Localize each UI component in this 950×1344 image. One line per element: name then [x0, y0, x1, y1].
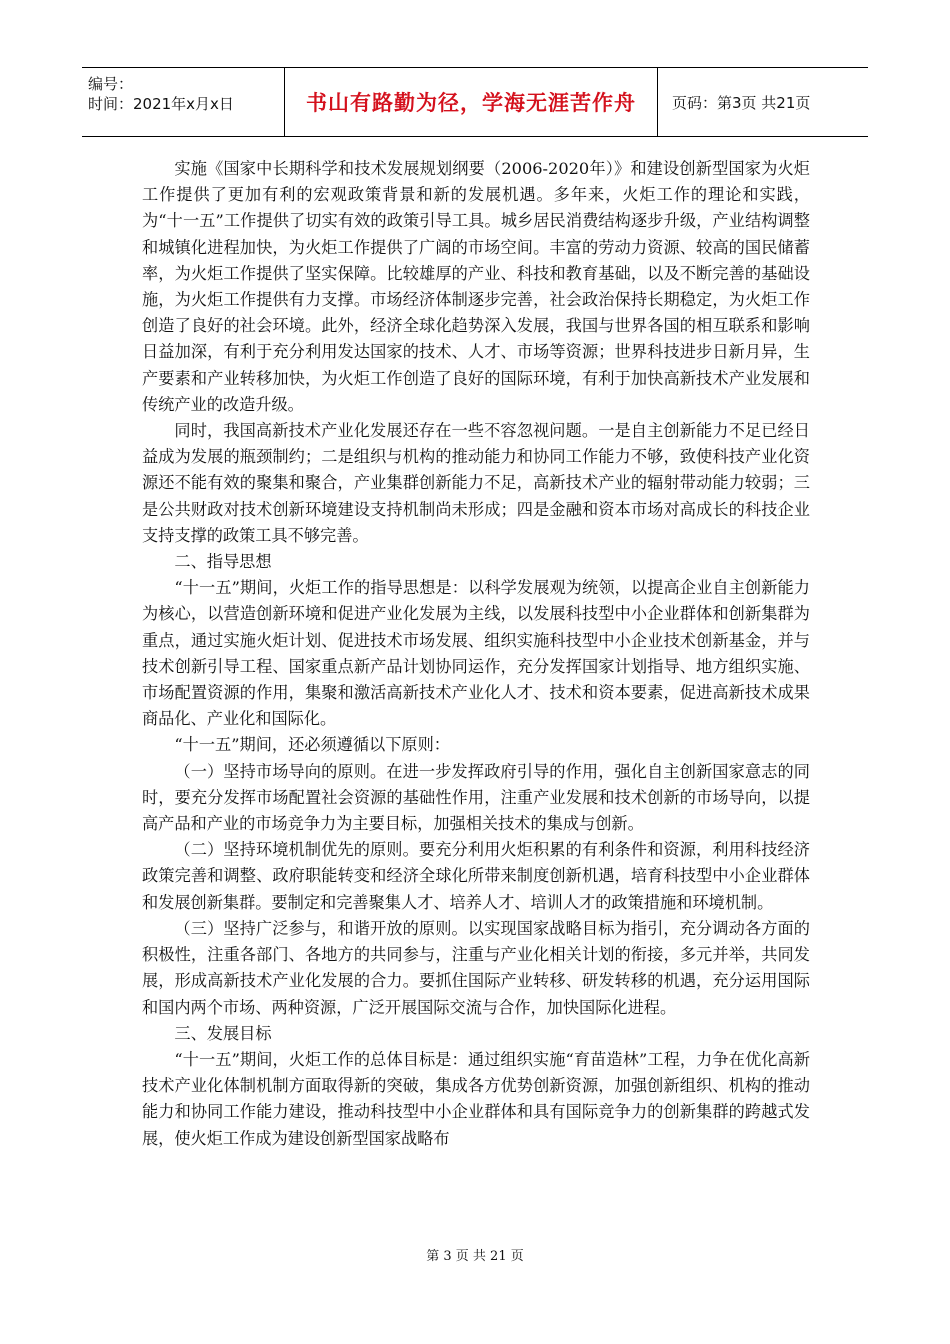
document-number-label: 编号：	[88, 75, 134, 93]
document-time-label: 时间：2021年x月x日	[88, 95, 234, 113]
page-footer: 第 3 页 共 21 页	[426, 1249, 524, 1264]
principle-paragraph-3: （三）坚持广泛参与，和谐开放的原则。以实现国家战略目标为指引，充分调动各方面的积极性，注重各部门、各地方的共同参与，注重与产业化相关计划的衔接，多元并举，共同发展，形成高新技术产业化发展的合力。要抓住国际产业转移、研发转移的机遇，充分运用国际和国内两个市场、两种资源，广泛开展国际交流与合作，加快国际化进程。	[142, 918, 810, 1017]
header-page-indicator: 页码：第3页 共21页	[672, 93, 811, 112]
header-meta	[82, 68, 284, 136]
body-paragraph: 实施《国家中长期科学和技术发展规划纲要（2006-2020年）》和建设创新型国家为火炬工作提供了更加有利的宏观政策背景和新的发展机遇。多年来，火炬工作的理论和实践，为“十一五”工作提供了切实有效的政策引导工具。城乡居民消费结构逐步升级，产业结构调整和城镇化进程加快，为火炬工作提供了广阔的市场空间。丰富的劳动力资源、较高的国民储蓄率，为火炬工作提供了坚实保障。比较雄厚的产业、科技和教育基础，以及不断完善的基础设施，为火炬工作提供有力支撑。市场经济体制逐步完善，社会政治保持长期稳定，为火炬工作创造了良好的社会环境。此外，经济全球化趋势深入发展，我国与世界各国的相互联系和影响日益加深，有利于充分利用发达国家的技术、人才、市场等资源；世界科技进步日新月异，生产要素和产业转移加快，为火炬工作创造了良好的国际环境，有利于加快高新技术产业发展和传统产业的改造升级。	[142, 159, 810, 414]
principle-paragraph-2: （二）坚持环境机制优先的原则。要充分利用火炬积累的有利条件和资源，利用科技经济政策完善和调整、政府职能转变和经济全球化所带来制度创新机遇，培育科技型中小企业群体和发展创新集群。要制定和完善聚集人才、培养人才、培训人才的政策措施和环境机制。	[142, 840, 810, 912]
page-header	[82, 67, 868, 137]
section-heading-development-goals: 三、发展目标	[174, 1023, 272, 1043]
body-paragraph: “十一五”期间，还必须遵循以下原则：	[174, 735, 450, 755]
body-paragraph: “十一五”期间，火炬工作的总体目标是：通过组织实施“育苗造林”工程，力争在优化高新技术产业化体制机制方面取得新的突破，集成各方优势创新资源，加强创新组织、机构的推动能力和协同工作能力建设，推动科技型中小企业群体和具有国际竞争力的创新集群的跨越式发展，使火炬工作成为建设创新型国家战略布	[142, 1049, 810, 1148]
principle-paragraph-1: （一）坚持市场导向的原则。在进一步发挥政府引导的作用，强化自主创新国家意志的同时，要充分发挥市场配置社会资源的基础性作用，注重产业发展和技术创新的市场导向，以提高产品和产业的市场竞争力为主要目标，加强相关技术的集成与创新。	[142, 761, 810, 834]
body-paragraph: “十一五”期间，火炬工作的指导思想是：以科学发展观为统领，以提高企业自主创新能力为核心，以营造创新环境和促进产业化发展为主线，以发展科技型中小企业群体和创新集群为重点，通过实施火炬计划、促进技术市场发展、组织实施科技型中小企业技术创新基金，并与技术创新引导工程、国家重点新产品计划协同运作，充分发挥国家计划指导、地方组织实施、市场配置资源的作用，集聚和激活高新技术产业化人才、技术和资本要素，促进高新技术成果商品化、产业化和国际化。	[142, 578, 810, 729]
body-paragraph: 同时，我国高新技术产业化发展还存在一些不容忽视问题。一是自主创新能力不足已经日益成为发展的瓶颈制约；二是组织与机构的推动能力和协同工作能力不够，致使科技产业化资源还不能有效的聚集和聚合，产业集群创新能力不足，高新技术产业的辐射带动能力较弱；三是公共财政对技术创新环境建设支持机制尚未形成；四是金融和资本市场对高成长的科技企业支持支撑的政策工具不够完善。	[142, 421, 810, 545]
section-heading-guiding-ideology: 二、指导思想	[174, 552, 272, 572]
document-body	[142, 156, 810, 1152]
header-motto: 书山有路勤为径，学海无涯苦作舟	[284, 68, 658, 136]
